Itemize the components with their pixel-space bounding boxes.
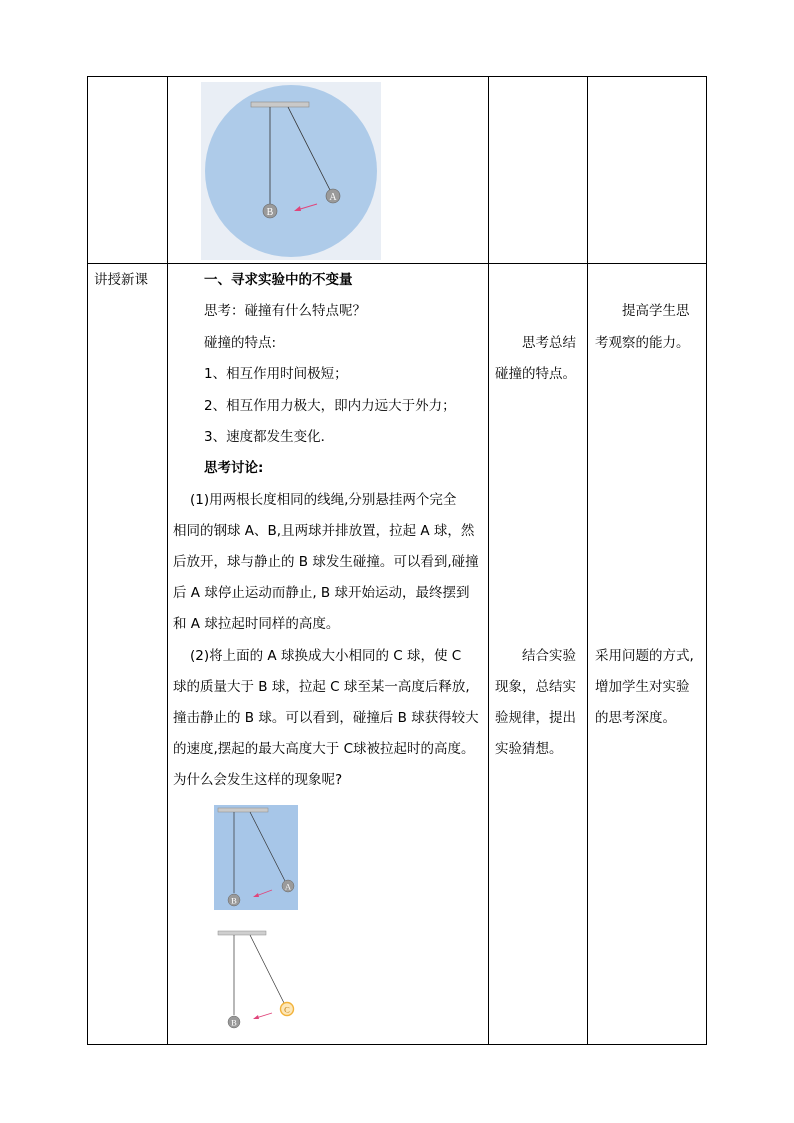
paragraph2-line4: 的速度,摆起的最大高度大于 C球被拉起时的高度。 xyxy=(173,741,475,757)
paragraph2-line2: 球的质量大于 B 球，拉起 C 球至某一高度后释放, xyxy=(173,679,470,695)
paragraph2-line5: 为什么会发生这样的现象呢? xyxy=(173,772,343,788)
student-activity-2-line2: 现象，总结实 xyxy=(495,679,576,695)
section-heading: 一、寻求实验中的不变量 xyxy=(204,272,353,288)
pendulum-figure-square xyxy=(214,805,298,910)
purpose-2-line1: 采用问题的方式, xyxy=(595,648,694,664)
features-title: 碰撞的特点: xyxy=(204,335,277,351)
paragraph1-line4: 后 A 球停止运动而静止, B 球开始运动，最终摆到 xyxy=(173,585,470,601)
feature-3: 3、速度都发生变化． xyxy=(204,429,335,445)
ball-b xyxy=(228,1016,240,1028)
student-activity-2-line1: 结合实验 xyxy=(522,648,576,664)
svg-text:C: C xyxy=(284,1004,290,1015)
column-divider-2 xyxy=(488,76,489,1045)
paragraph1-line2: 相同的钢球 A、B,且两球并排放置，拉起 A 球，然 xyxy=(173,523,475,539)
student-activity-2-line3: 验规律，提出 xyxy=(495,710,576,726)
pendulum-figure-circle xyxy=(201,82,381,260)
svg-text:B: B xyxy=(231,895,237,906)
student-activity-1-line2: 碰撞的特点。 xyxy=(495,366,576,382)
paragraph1-line1: (1)用两根长度相同的线绳,分别悬挂两个完全 xyxy=(190,492,457,508)
table-left-border xyxy=(87,76,88,1045)
purpose-2-line3: 的思考深度。 xyxy=(595,710,676,726)
student-activity-1-line1: 思考总结 xyxy=(522,335,576,351)
table-right-border xyxy=(706,76,707,1045)
ball-a xyxy=(326,189,340,203)
table-top-border xyxy=(87,76,707,77)
purpose-1-line1: 提高学生思 xyxy=(622,303,690,319)
paragraph2-line3: 撞击静止的 B 球。可以看到，碰撞后 B 球获得较大 xyxy=(173,710,479,726)
svg-text:B: B xyxy=(266,207,274,218)
ball-b xyxy=(228,894,240,906)
svg-text:A: A xyxy=(329,192,337,203)
purpose-1-line2: 考观察的能力。 xyxy=(595,335,690,351)
row-divider xyxy=(87,263,707,264)
paragraph2-line1: (2)将上面的 A 球换成大小相同的 C 球，使 C xyxy=(190,648,462,664)
row-label: 讲授新课 xyxy=(94,272,148,288)
student-activity-2-line4: 实验猜想。 xyxy=(495,741,563,757)
motion-arrow xyxy=(253,1013,272,1019)
paragraph1-line3: 后放开，球与静止的 B 球发生碰撞。可以看到,碰撞 xyxy=(173,554,479,570)
column-divider-1 xyxy=(167,76,168,1045)
feature-1: 1、相互作用时间极短； xyxy=(204,366,348,382)
ball-c xyxy=(281,1003,294,1016)
column-divider-3 xyxy=(587,76,588,1045)
discussion-title: 思考讨论: xyxy=(204,460,264,476)
pendulum-figure-c-ball xyxy=(214,928,304,1032)
feature-2: 2、相互作用力极大，即内力远大于外力； xyxy=(204,398,456,414)
svg-text:B: B xyxy=(231,1017,237,1028)
ball-a xyxy=(282,880,294,892)
paragraph1-line5: 和 A 球拉起时同样的高度。 xyxy=(173,616,340,632)
purpose-2-line2: 增加学生对实验 xyxy=(595,679,690,695)
ball-b xyxy=(263,204,277,218)
svg-text:A: A xyxy=(284,881,292,892)
table-bottom-border xyxy=(87,1044,707,1045)
think-question: 思考：碰撞有什么特点呢？ xyxy=(204,303,366,319)
